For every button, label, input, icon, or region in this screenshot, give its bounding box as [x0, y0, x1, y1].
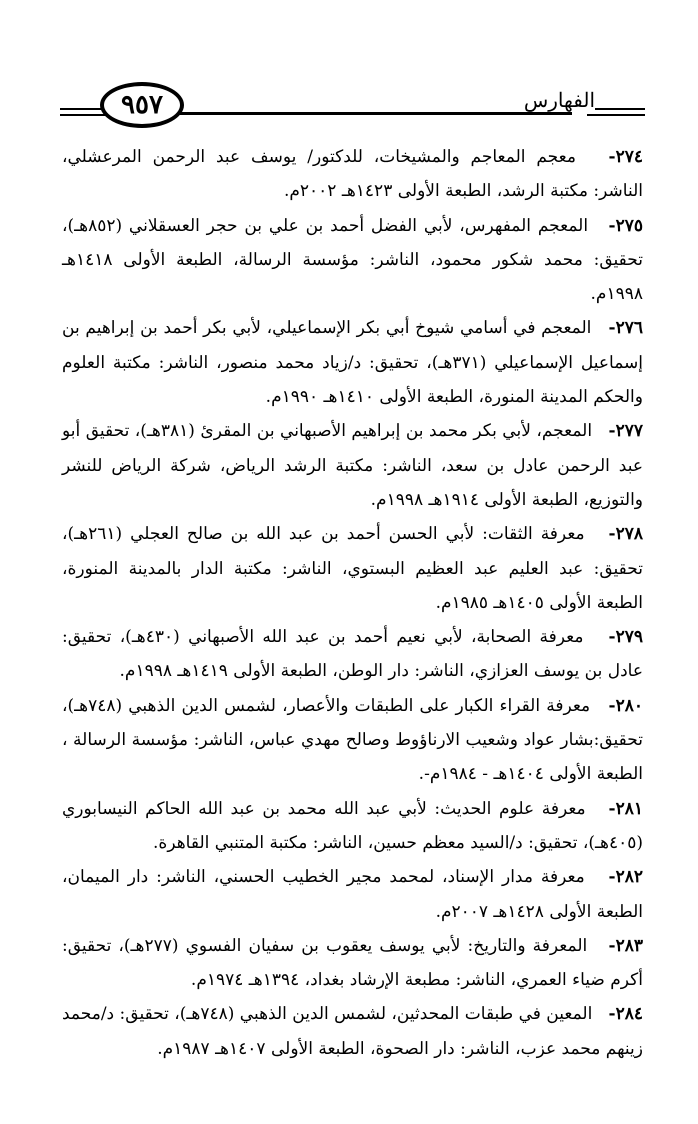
bibliography-entry [62, 140, 643, 209]
entry-number: ٢٨١- [608, 798, 643, 819]
bibliography-entry [62, 997, 643, 1066]
header-rule-left-bottom [60, 114, 108, 116]
bibliography-entry [62, 860, 643, 929]
entry-number: ٢٧٩- [608, 627, 643, 648]
section-title: الفهارس [523, 88, 595, 112]
bibliography-entry [62, 620, 643, 689]
bibliography-list [62, 140, 643, 1066]
entry-number: ٢٧٥- [608, 215, 644, 236]
entry-text: المعرفة والتاريخ: لأبي يوسف يعقوب بن سفيان الفسوي (٢٧٧هـ)، تحقيق: أكرم ضياء العمري، الناشر: مطبعة الإرشاد بغداد، ١٣٩٤هـ ١٩٧٤م. [62, 935, 643, 991]
page-number: ٩٥٧ [121, 90, 163, 120]
entry-text: معجم المعاجم والمشيخات، للدكتور/ يوسف عبد الرحمن المرعشلي، الناشر: مكتبة الرشد، الطبعة الأولى ١٤٢٣هـ ٢٠٠٢م. [62, 147, 643, 202]
entry-text: معرفة الصحابة، لأبي نعيم أحمد بن عبد الله الأصبهاني (٤٣٠هـ)، تحقيق: عادل بن يوسف العزازي، الناشر: دار الوطن، الطبعة الأولى ١٤١٩هـ ١٩٩٨م. [62, 627, 643, 682]
entry-text: معرفة علوم الحديث: لأبي عبد الله محمد بن عبد الله الحاكم النيسابوري (٤٠٥هـ)، تحقيق: د/السيد معظم حسين، الناشر: مكتبة المتنبي القاهرة. [62, 798, 643, 853]
page-number-badge [100, 82, 184, 128]
bibliography-entry [62, 517, 643, 620]
bibliography-entry [62, 209, 643, 312]
entry-number: ٢٨٣- [608, 935, 643, 956]
header-rule-right-top [587, 108, 645, 110]
bibliography-entry [62, 792, 643, 861]
bibliography-entry [62, 929, 643, 998]
header-rule-middle [172, 112, 572, 115]
entry-number: ٢٧٤- [608, 147, 643, 167]
bibliography-entry [62, 414, 643, 517]
header-rule-right-bottom [587, 114, 645, 116]
page-header [60, 78, 645, 130]
bibliography-entry [62, 311, 643, 414]
bibliography-entry [62, 689, 643, 792]
entry-number: ٢٧٨- [608, 524, 643, 545]
entry-text: المعين في طبقات المحدثين، لشمس الدين الذهبي (٧٤٨هـ)، تحقيق: د/محمد زينهم محمد عزب، الناشر: دار الصحوة، الطبعة الأولى ١٤٠٧هـ ١٩٨٧م. [62, 1004, 643, 1059]
entry-number: ٢٧٧- [608, 421, 643, 442]
entry-text: المعجم في أسامي شيوخ أبي بكر الإسماعيلي، لأبي بكر أحمد بن إبراهيم بن إسماعيل الإسماعيلي (٣٧١هـ)، تحقيق: د/زياد محمد منصور، الناشر: مكتبة العلوم والحكم المدينة المنورة، الطبعة الأولى ١٤١٠هـ ١٩٩٠م. [62, 318, 643, 408]
entry-text: معرفة القراء الكبار على الطبقات والأعصار، لشمس الدين الذهبي (٧٤٨هـ)، تحقيق:بشار عواد وشعيب الارناؤوط وصالح مهدي عباس، الناشر: مؤسسة الرسالة ، الطبعة الأولى ١٤٠٤هـ - ١٩٨٤م-. [62, 695, 643, 785]
entry-number: ٢٧٦- [608, 318, 644, 339]
entry-number: ٢٨٠- [608, 695, 643, 716]
entry-number: ٢٨٤- [608, 1004, 643, 1025]
entry-text: المعجم المفهرس، لأبي الفضل أحمد بن علي بن حجر العسقلاني (٨٥٢هـ)، تحقيق: محمد شكور محمود، الناشر: مؤسسة الرسالة، الطبعة الأولى ١٤١٨هـ ١٩٩٨م. [62, 215, 643, 305]
entry-text: معرفة الثقات: لأبي الحسن أحمد بن عبد الله بن صالح العجلي (٢٦١هـ)، تحقيق: عبد العليم عبد العظيم البستوي، الناشر: مكتبة الدار بالمدينة المنورة، الطبعة الأولى ١٤٠٥هـ ١٩٨٥م. [62, 524, 643, 613]
entry-text: معرفة مدار الإسناد، لمحمد مجير الخطيب الحسني، الناشر: دار الميمان، الطبعة الأولى ١٤٢٨هـ ٢٠٠٧م. [62, 867, 643, 922]
entry-text: المعجم، لأبي بكر محمد بن إبراهيم الأصبهاني بن المقرئ (٣٨١هـ)، تحقيق أبو عبد الرحمن عادل بن سعد، الناشر: مكتبة الرشد الرياض، شركة الرياض للنشر والتوزيع، الطبعة الأولى ١٩١٤هـ ١٩٩٨م. [62, 421, 643, 510]
entry-number: ٢٨٢- [608, 867, 643, 888]
